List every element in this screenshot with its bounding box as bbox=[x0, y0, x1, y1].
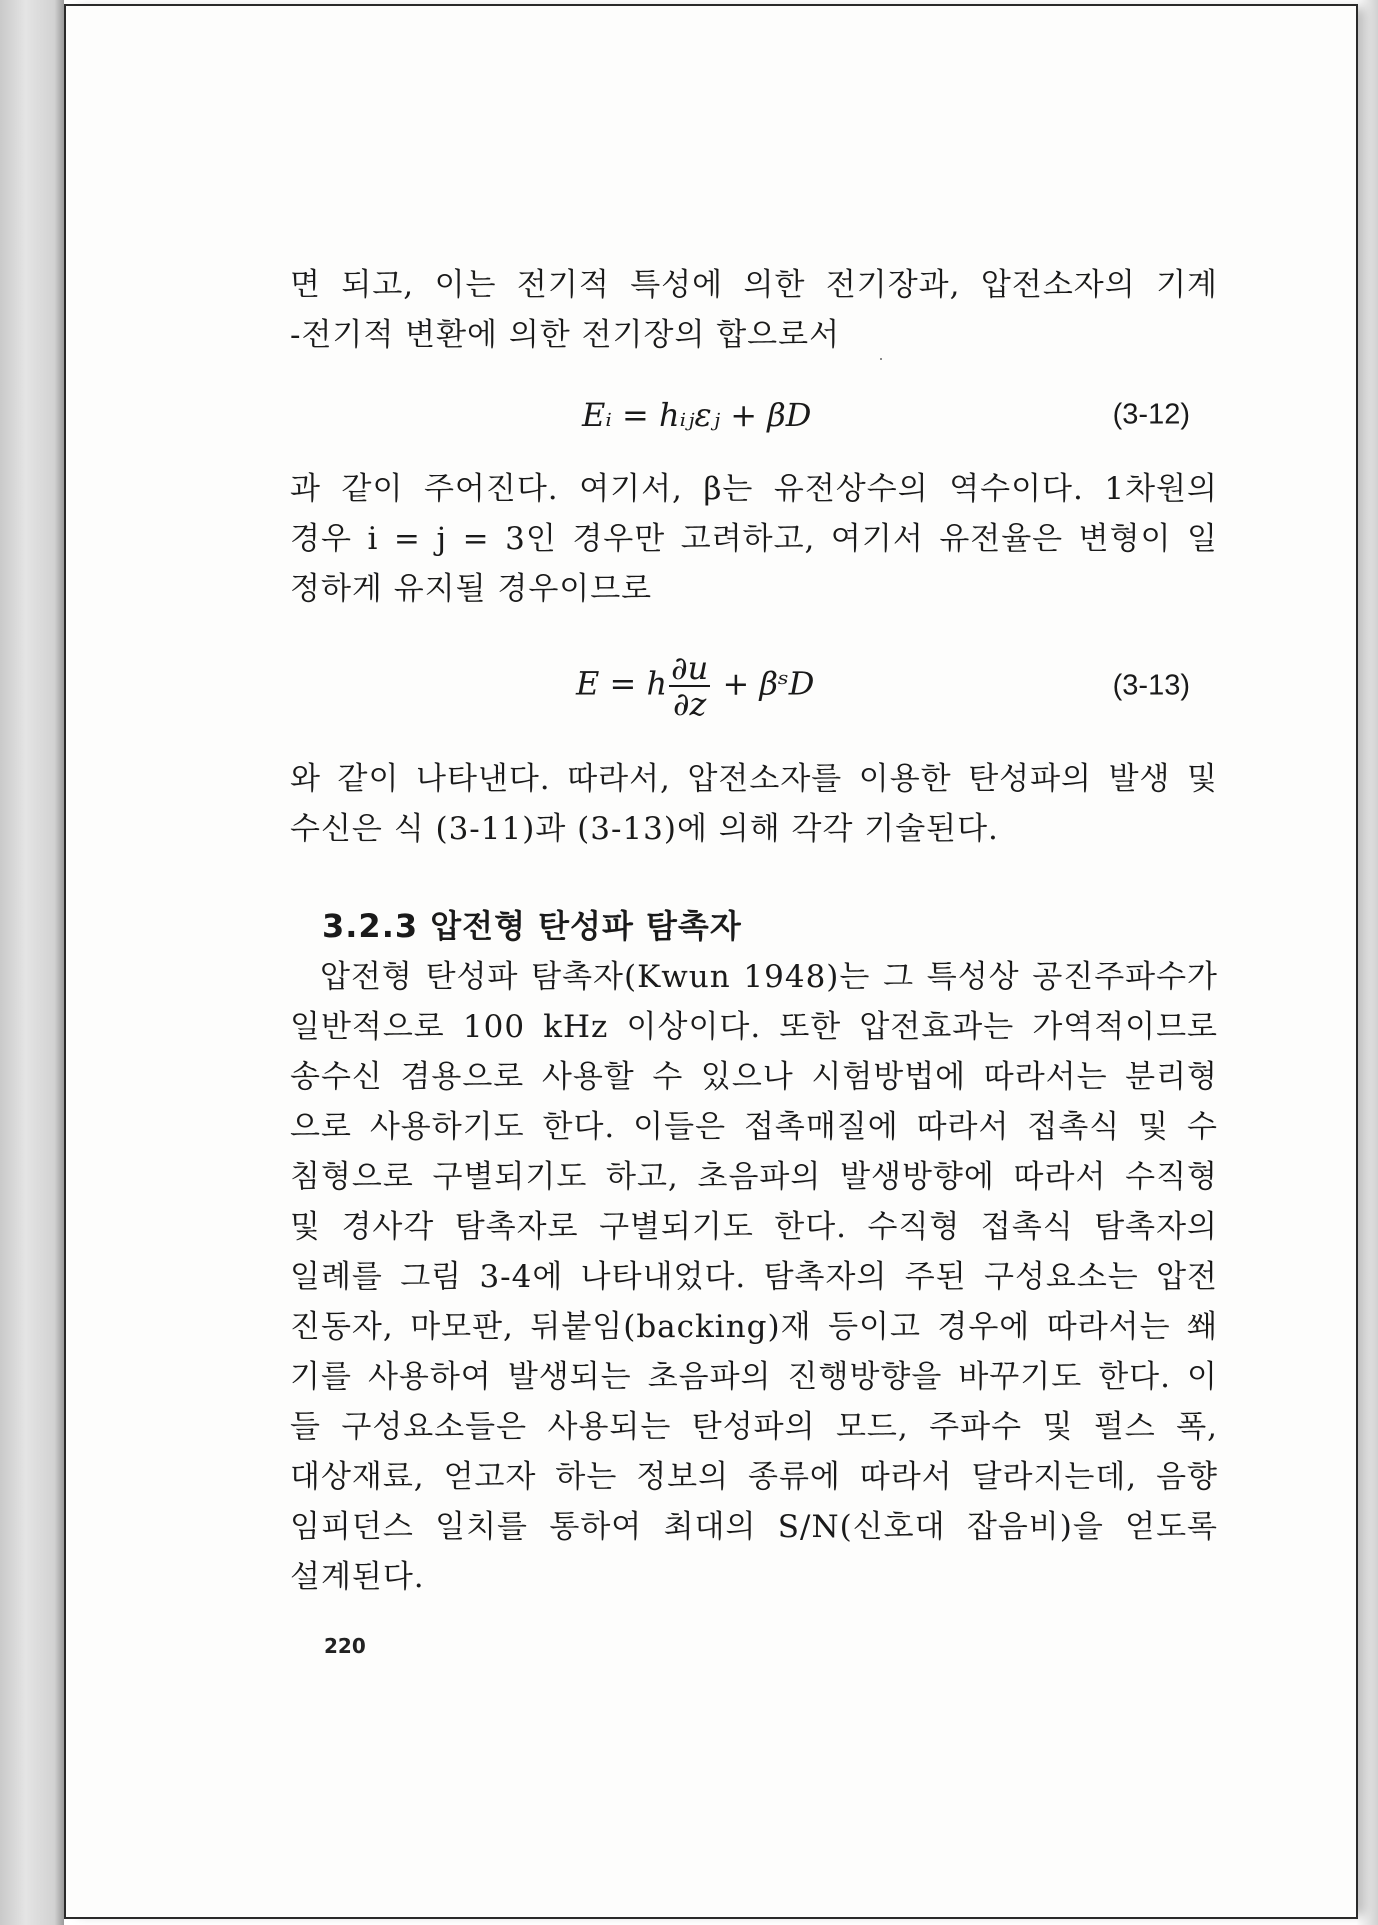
text-line: 와 같이 나타낸다. 따라서, 압전소자를 이용한 탄성파의 발생 및 bbox=[290, 761, 1218, 797]
text-line: 들 구성요소들은 사용되는 탄성파의 모드, 주파수 및 펄스 폭, bbox=[290, 1409, 1218, 1445]
equation-rhs: + βˢD bbox=[722, 664, 815, 703]
book-spine bbox=[0, 0, 64, 1925]
text-line: 침형으로 구별되기도 하고, 초음파의 발생방향에 따라서 수직형 bbox=[290, 1159, 1218, 1195]
text-line: 면 되고, 이는 전기적 특성에 의한 전기장과, 압전소자의 기계 bbox=[290, 267, 1218, 303]
paragraph-1 bbox=[290, 260, 1218, 360]
text-line: -전기적 변환에 의한 전기장의 합으로서 bbox=[290, 317, 841, 353]
text-line: 으로 사용하기도 한다. 이들은 접촉매질에 따라서 접촉식 및 수 bbox=[290, 1109, 1218, 1145]
text-line: 일반적으로 100 kHz 이상이다. 또한 압전효과는 가역적이므로 bbox=[290, 1009, 1218, 1045]
equation-body bbox=[576, 651, 814, 721]
text-line: 설계된다. bbox=[290, 1559, 425, 1595]
fraction-numerator: ∂u bbox=[671, 649, 709, 687]
text-line: 임피던스 일치를 통하여 최대의 S/N(신호대 잡음비)을 얻도록 bbox=[290, 1509, 1218, 1545]
text-line: 진동자, 마모판, 뒤붙임(backing)재 등이고 경우에 따라서는 쐐 bbox=[290, 1309, 1218, 1345]
page-edge-shadow bbox=[1356, 0, 1378, 1925]
text-line: 과 같이 주어진다. 여기서, β는 유전상수의 역수이다. 1차원의 bbox=[290, 471, 1218, 507]
equation-number: (3-12) bbox=[1112, 398, 1190, 431]
fraction-denominator: ∂z bbox=[673, 685, 707, 723]
equation-3-12 bbox=[290, 380, 1218, 450]
text-line: 수신은 식 (3-11)과 (3-13)에 의해 각각 기술된다. bbox=[290, 811, 999, 847]
text-line: 및 경사각 탐촉자로 구별되기도 한다. 수직형 접촉식 탐촉자의 bbox=[290, 1209, 1218, 1245]
page-content bbox=[290, 260, 1218, 1602]
paragraph-2 bbox=[290, 464, 1218, 614]
equation-number: (3-13) bbox=[1112, 669, 1190, 702]
text-line: 일례를 그림 3-4에 나타내었다. 탐촉자의 주된 구성요소는 압전 bbox=[290, 1259, 1218, 1295]
section-heading: 3.2.3 압전형 탄성파 탐촉자 bbox=[322, 907, 742, 945]
paragraph-3 bbox=[290, 754, 1218, 854]
text-line: 정하게 유지될 경우이므로 bbox=[290, 571, 653, 607]
partial-fraction bbox=[669, 651, 710, 721]
text-line: 기를 사용하여 발생되는 초음파의 진행방향을 바꾸기도 한다. 이 bbox=[290, 1359, 1218, 1395]
equation-3-13 bbox=[290, 638, 1218, 734]
text-line: 압전형 탄성파 탐촉자(Kwun 1948)는 그 특성상 공진주파수가 bbox=[320, 959, 1218, 995]
page-number: 220 bbox=[324, 1634, 366, 1658]
equation-body: Eᵢ = hᵢⱼεⱼ + βD bbox=[582, 396, 812, 434]
equation-lhs: E = h bbox=[576, 664, 668, 703]
section-body bbox=[290, 952, 1218, 1602]
text-line: 송수신 겸용으로 사용할 수 있으나 시험방법에 따라서는 분리형 bbox=[290, 1059, 1218, 1095]
text-line: 경우 i = j = 3인 경우만 고려하고, 여기서 유전율은 변형이 일 bbox=[290, 521, 1218, 557]
text-line: 대상재료, 얻고자 하는 정보의 종류에 따라서 달라지는데, 음향 bbox=[290, 1459, 1218, 1495]
